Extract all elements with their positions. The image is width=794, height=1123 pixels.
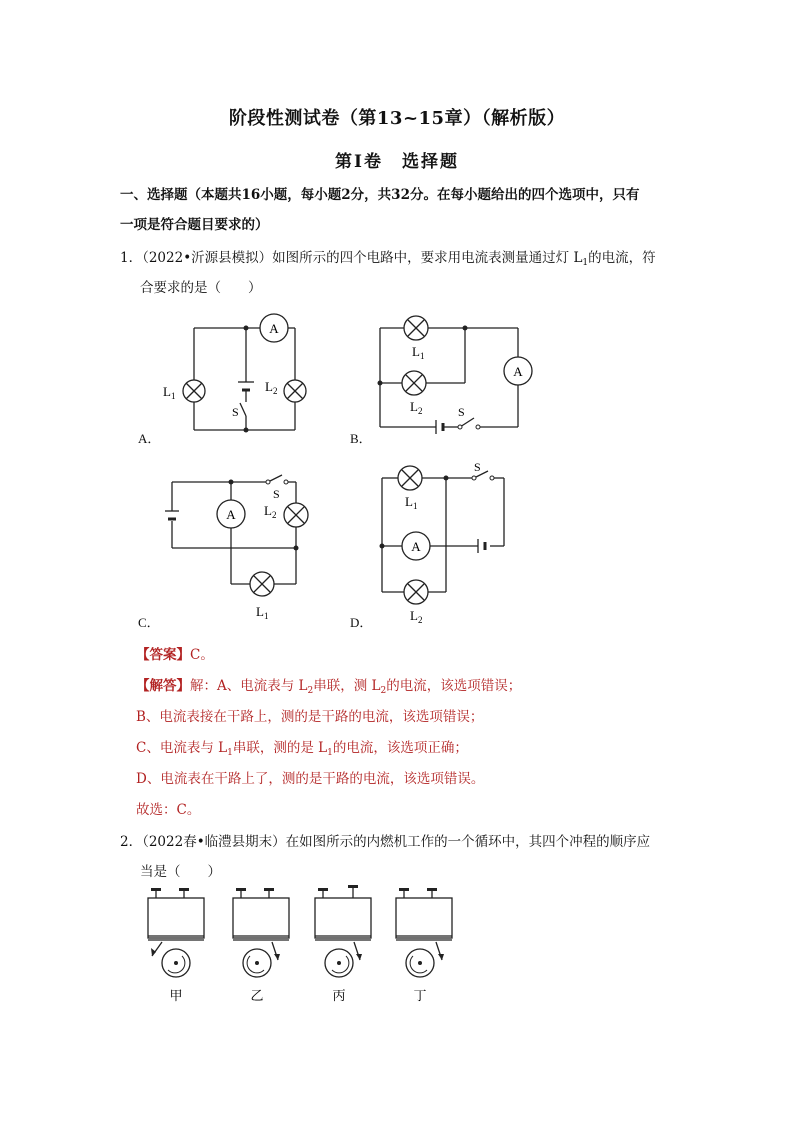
- analysis-tag: 【解答】: [136, 678, 190, 694]
- ammeter-label: A: [226, 507, 236, 522]
- switch-label: S: [458, 405, 465, 419]
- ammeter-label: A: [513, 364, 523, 379]
- lamp1-label: $L_1$: [163, 384, 176, 401]
- engine-label-jia: 甲: [169, 988, 183, 1003]
- q1-stem-line-1: [120, 248, 656, 268]
- q1-stem-text: 1．（2022•沂源县模拟）如图所示的四个电路中，要求用电流表测量通过灯 L: [120, 250, 583, 266]
- q1-stem-text-tail: 的电流，符: [588, 250, 656, 266]
- q1-conclusion: 故选：C。: [136, 802, 201, 818]
- lamp2-label: $L_2$: [265, 379, 278, 396]
- section-heading-line-2: 一项是符合题目要求的）: [120, 217, 269, 233]
- ammeter-label: A: [269, 321, 279, 336]
- option-d-label: D．: [350, 615, 373, 630]
- circuit-figure-d: [370, 462, 530, 631]
- engine-label-ding: 丁: [413, 988, 427, 1003]
- lamp1-label: $L_1$: [405, 494, 418, 511]
- engine-strokes-figure: [140, 884, 460, 1013]
- option-a-label: A．: [138, 431, 161, 446]
- circuit-figure-c: [160, 474, 320, 628]
- volume-heading: 第Ⅰ卷 选择题: [335, 152, 459, 172]
- q1-stem-sub: 1: [582, 258, 589, 268]
- q1-answer: [136, 645, 214, 665]
- lamp2-label: $L_2$: [264, 503, 277, 520]
- option-c-label: C．: [138, 615, 160, 630]
- option-b-label: B．: [350, 431, 372, 446]
- lamp2-label: $L_2$: [410, 399, 423, 416]
- q1-analysis-c: C、电流表与 $L_1$串联，测的是 $L_1$的电流，该选项正确；: [136, 740, 468, 758]
- lamp1-label: $L_1$: [412, 344, 425, 361]
- document-title: 阶段性测试卷（第13~15章）（解析版）: [228, 108, 566, 129]
- answer-tag: 【答案】: [136, 647, 190, 663]
- answer-value: C。: [190, 647, 214, 663]
- circuit-figure-b: [370, 312, 550, 446]
- lamp1-label: $L_1$: [256, 604, 269, 621]
- engine-label-bing: 丙: [332, 988, 346, 1003]
- lamp2-label: $L_2$: [410, 608, 423, 625]
- switch-label: S: [474, 460, 481, 474]
- q1-analysis-a: 【解答】解：A、电流表与 $L_2$串联，测 $L_2$的电流，该选项错误；: [136, 678, 522, 696]
- switch-label: S: [232, 405, 239, 419]
- q1-stem-line-2: 合要求的是（ ）: [140, 280, 262, 296]
- q2-stem-line-2: 当是（ ）: [140, 864, 221, 880]
- section-heading-line-1: 一、选择题（本题共16小题，每小题2分，共32分。在每小题给出的四个选项中，只有: [120, 187, 640, 203]
- circuit-figure-a: [160, 312, 320, 446]
- ammeter-label: A: [411, 539, 421, 554]
- q1-analysis-d: D、电流表在干路上了，测的是干路的电流，该选项错误。: [136, 771, 485, 787]
- switch-label: S: [273, 487, 280, 501]
- engine-label-yi: 乙: [250, 988, 264, 1003]
- q2-stem-line-1: 2．（2022春•临澧县期末）在如图所示的内燃机工作的一个循环中，其四个冲程的顺序应: [120, 834, 651, 850]
- q1-analysis-b: B、电流表接在干路上，测的是干路的电流，该选项错误；: [136, 709, 484, 725]
